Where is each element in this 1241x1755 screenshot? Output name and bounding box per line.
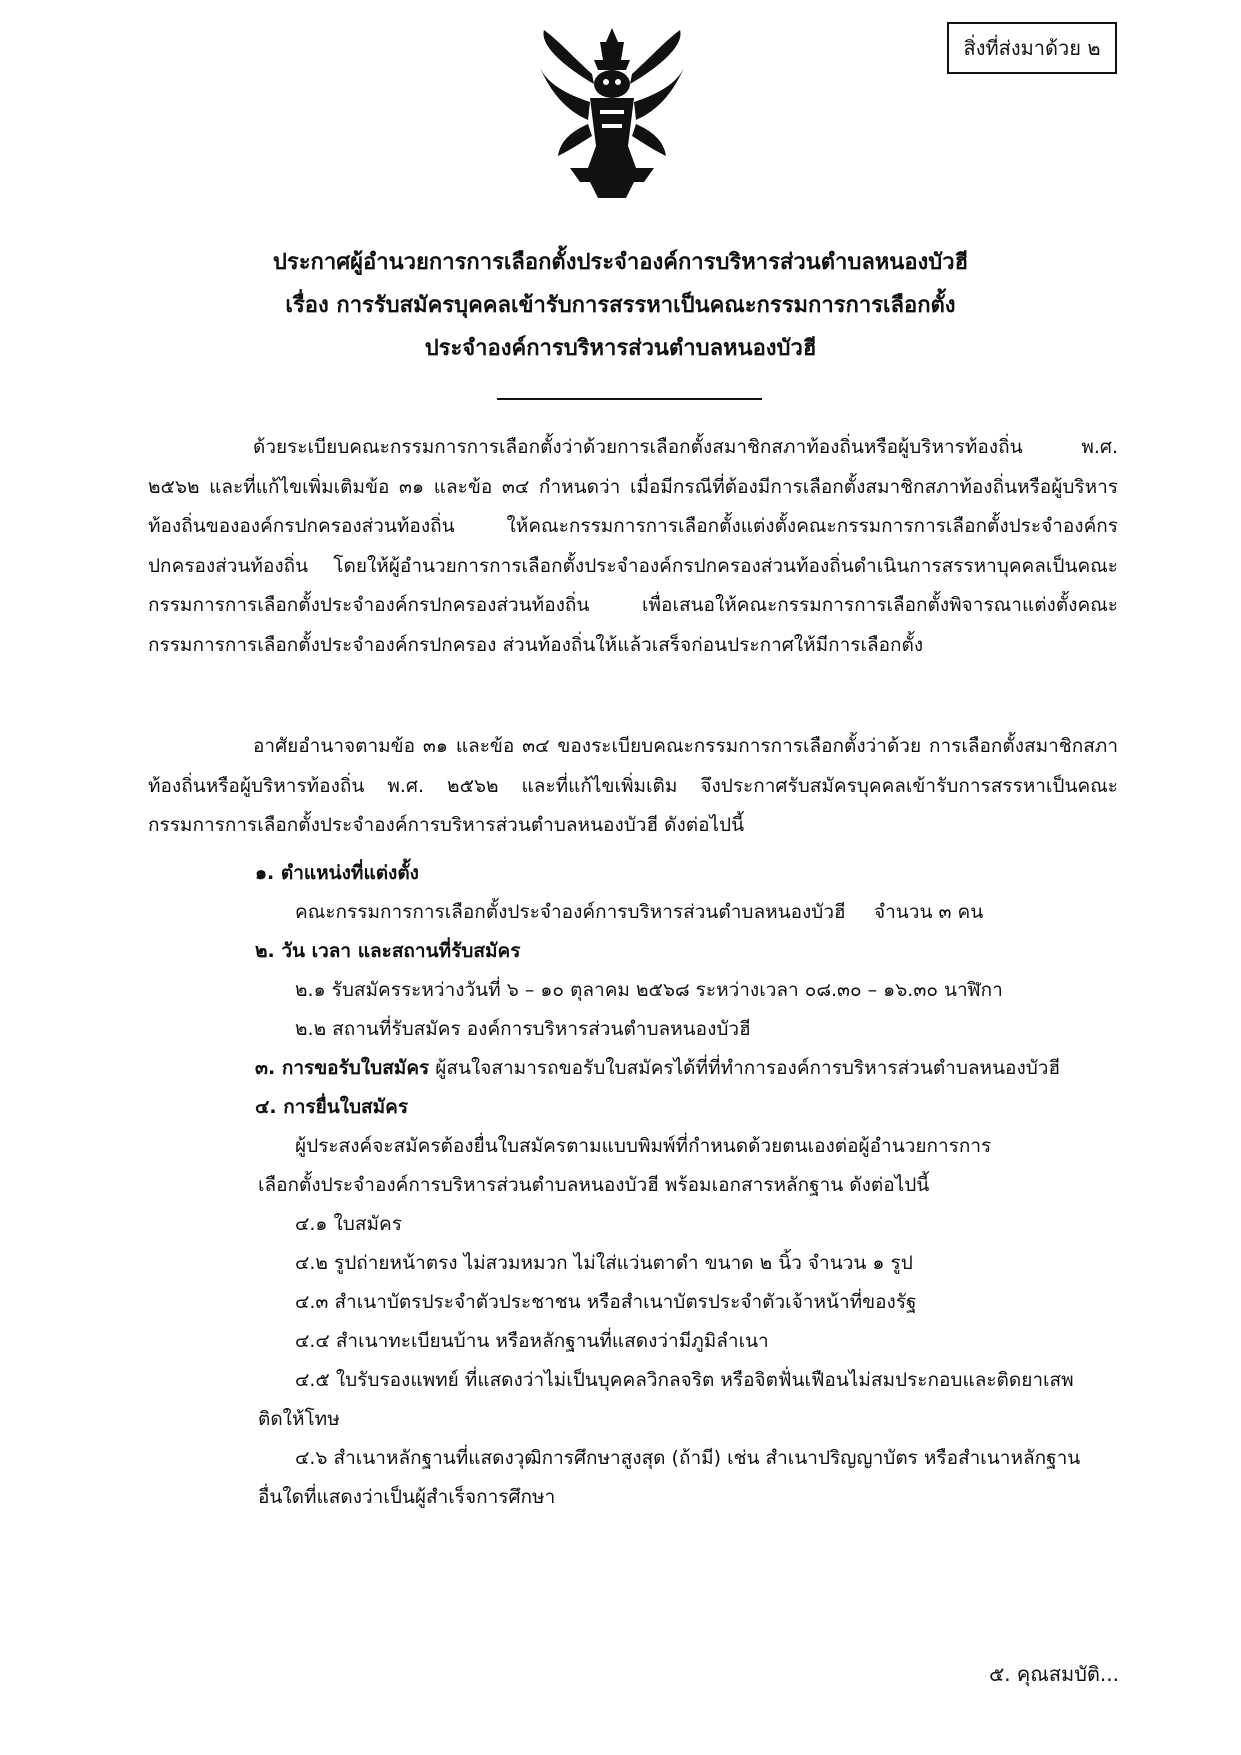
section-4-title: ๔. การยื่นใบสมัคร [255,1096,409,1118]
section-4-2: ๔.๒ รูปถ่ายหน้าตรง ไม่สวมหมวก ไม่ใส่แว่นตาดำ ขนาด ๒ นิ้ว จำนวน ๑ รูป [295,1252,913,1274]
page-continuation: ๕. คุณสมบัติ... [989,1662,1119,1686]
section-4-3: ๔.๓ สำเนาบัตรประจำตัวประชาชน หรือสำเนาบัตรประจำตัวเจ้าหน้าที่ของรัฐ [295,1291,917,1313]
paragraph-2-text: อาศัยอำนาจตามข้อ ๓๑ และข้อ ๓๔ ของระเบียบคณะกรรมการการเลือกตั้งว่าด้วย การเลือกตั้งสมาชิกสภาท้องถิ่นหรือผู้บริหารท้องถิ่น พ.ศ. ๒๕๖๒ และที่แก้ไขเพิ่มเติม จึงประกาศรับสมัครบุคคลเข้ารับการสรรหาเป็นคณะกรรมการการเลือกตั้งประจำองค์การบริหารส่วนตำบลหนองบัวฮี ดังต่อไปนี้ [148,735,1118,836]
section-1-body: คณะกรรมการการเลือกตั้งประจำองค์การบริหารส่วนตำบลหนองบัวฮี [295,901,846,923]
section-4-5b: ติดให้โทษ [258,1408,340,1430]
title-line-2: เรื่อง การรับสมัครบุคคลเข้ารับการสรรหาเป็นคณะกรรมการการเลือกตั้ง [285,293,956,318]
attachment-label [947,22,1117,74]
paragraph-2 [148,727,1118,846]
section-4-1: ๔.๑ ใบสมัคร [295,1213,402,1235]
attachment-label-text: สิ่งที่ส่งมาด้วย ๒ [963,36,1101,60]
paragraph-1 [148,428,1118,665]
paragraph-1-text: ด้วยระเบียบคณะกรรมการการเลือกตั้งว่าด้วยการเลือกตั้งสมาชิกสภาท้องถิ่นหรือผู้บริหารท้องถิ่น พ.ศ. ๒๕๖๒ และที่แก้ไขเพิ่มเติมข้อ ๓๑ และข้อ ๓๔ กำหนดว่า เมื่อมีกรณีที่ต้องมีการเลือกตั้งสมาชิกสภาท้องถิ่นหรือผู้บริหารท้องถิ่นขององค์กรปกครองส่วนท้องถิ่น ให้คณะกรรมการการเลือกตั้งแต่งตั้งคณะกรรมการการเลือกตั้งประจำองค์กรปกครองส่วนท้องถิ่น โดยให้ผู้อำนวยการการเลือกตั้งประจำองค์กรปกครองส่วนท้องถิ่นดำเนินการสรรหาบุคคลเป็นคณะกรรมการการเลือกตั้งประจำองค์กรปกครองส่วนท้องถิ่น เพื่อเสนอให้คณะกรรมการการเลือกตั้งพิจารณาแต่งตั้งคณะกรรมการการเลือกตั้งประจำองค์กรปกครอง ส่วนท้องถิ่นให้แล้วเสร็จก่อนประกาศให้มีการเลือกตั้ง [148,436,1118,656]
section-4-body-2: เลือกตั้งประจำองค์การบริหารส่วนตำบลหนองบัวฮี พร้อมเอกสารหลักฐาน ดังต่อไปนี้ [258,1174,930,1196]
title-line-3: ประจำองค์การบริหารส่วนตำบลหนองบัวฮี [424,336,817,361]
section-2-1: ๒.๑ รับสมัครระหว่างวันที่ ๖ – ๑๐ ตุลาคม ๒๕๖๘ ระหว่างเวลา ๐๘.๓๐ – ๑๖.๓๐ นาฬิกา [295,979,1003,1001]
section-1-count: จำนวน ๓ คน [874,901,984,923]
section-1-title: ๑. ตำแหน่งที่แต่งตั้ง [255,862,419,884]
garuda-emblem-icon [530,24,695,204]
section-3-body: ผู้สนใจสามารถขอรับใบสมัครได้ที่ที่ทำการองค์การบริหารส่วนตำบลหนองบัวฮี [429,1057,1061,1079]
section-4-4: ๔.๔ สำเนาทะเบียนบ้าน หรือหลักฐานที่แสดงว่ามีภูมิลำเนา [295,1330,769,1352]
title-divider [497,398,762,400]
section-4-5a: ๔.๕ ใบรับรองแพทย์ ที่แสดงว่าไม่เป็นบุคคลวิกลจริต หรือจิตฟั่นเฟือนไม่สมประกอบและติดยาเสพ [295,1369,1074,1391]
title-line-1: ประกาศผู้อำนวยการการเลือกตั้งประจำองค์การบริหารส่วนตำบลหนองบัวฮี [272,250,969,275]
section-2-title: ๒. วัน เวลา และสถานที่รับสมัคร [255,940,521,962]
section-4-6b: อื่นใดที่แสดงว่าเป็นผู้สำเร็จการศึกษา [258,1486,556,1508]
section-3-title: ๓. การขอรับใบสมัคร [255,1057,430,1079]
section-3 [255,1053,1060,1083]
section-4-6a: ๔.๖ สำเนาหลักฐานที่แสดงวุฒิการศึกษาสูงสุด (ถ้ามี) เช่น สำเนาปริญญาบัตร หรือสำเนาหลักฐาน [295,1447,1081,1469]
section-4-body-1: ผู้ประสงค์จะสมัครต้องยื่นใบสมัครตามแบบพิมพ์ที่กำหนดด้วยตนเองต่อผู้อำนวยการการ [295,1135,992,1157]
section-2-2: ๒.๒ สถานที่รับสมัคร องค์การบริหารส่วนตำบลหนองบัวฮี [295,1018,751,1040]
